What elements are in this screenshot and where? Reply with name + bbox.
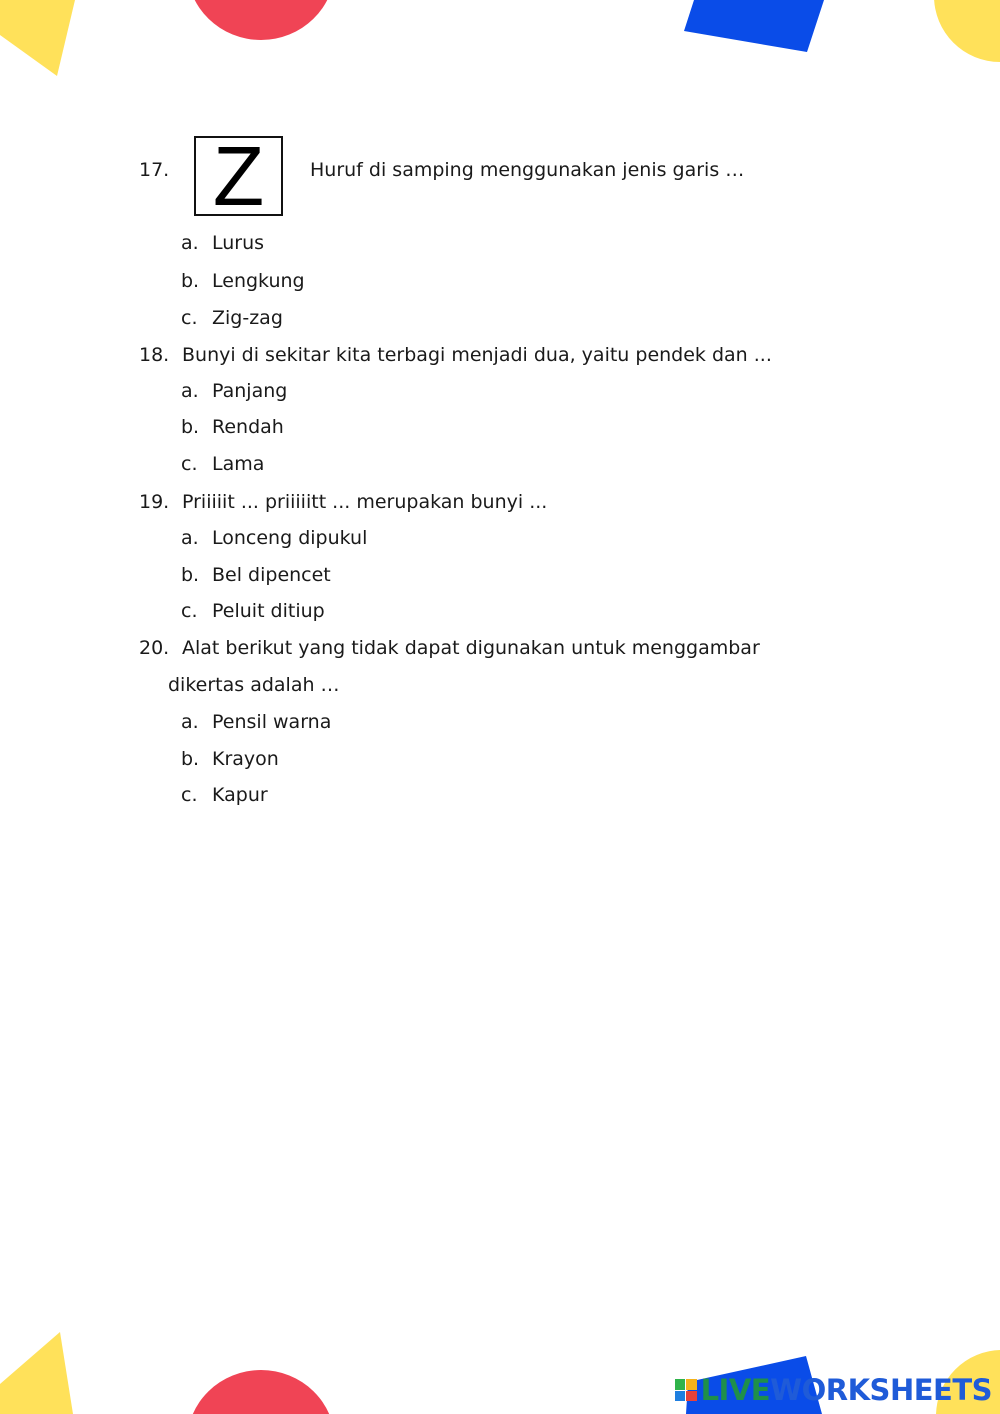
option-text: Krayon — [212, 748, 279, 770]
option-text: Kapur — [212, 784, 268, 806]
logo-text-live: LIVE — [700, 1373, 771, 1407]
option-letter: a. — [181, 232, 199, 254]
red-half-circle-bottom — [186, 1368, 336, 1414]
blue-quad-top — [680, 0, 825, 56]
option-letter: b. — [181, 270, 200, 292]
option-text: Pensil warna — [212, 711, 332, 733]
letter-z-box: Z — [194, 136, 283, 216]
option-text: Lonceng dipukul — [212, 527, 368, 549]
question-text: Huruf di samping menggunakan jenis garis … — [310, 159, 745, 181]
option-letter: a. — [181, 380, 199, 402]
option-letter: c. — [181, 307, 198, 329]
yellow-triangle-bottom-left — [0, 1332, 80, 1414]
question-number: 18. — [139, 344, 170, 366]
option-text: Lengkung — [212, 270, 305, 292]
option-letter: b. — [181, 416, 200, 438]
option-text: Bel dipencet — [212, 564, 331, 586]
option-text: Lurus — [212, 232, 265, 254]
question-text: Bunyi di sekitar kita terbagi menjadi dua, yaitu pendek dan ... — [182, 344, 772, 366]
red-half-circle-top — [186, 0, 336, 42]
question-number: 20. — [139, 637, 170, 659]
option-letter: c. — [181, 784, 198, 806]
yellow-circle-top-right — [930, 0, 1000, 62]
option-letter: a. — [181, 711, 199, 733]
option-letter: a. — [181, 527, 199, 549]
question-number: 19. — [139, 491, 170, 513]
question-text-continued: dikertas adalah … — [168, 674, 340, 696]
question-number: 17. — [139, 159, 170, 181]
question-text: Alat berikut yang tidak dapat digunakan untuk menggambar — [182, 637, 760, 659]
option-text: Peluit ditiup — [212, 600, 325, 622]
liveworksheets-logo — [675, 1370, 992, 1410]
option-text: Zig-zag — [212, 307, 283, 329]
logo-badge-icon — [675, 1379, 697, 1401]
option-letter: b. — [181, 748, 200, 770]
option-text: Rendah — [212, 416, 284, 438]
yellow-triangle-top-left — [0, 0, 80, 80]
question-text: Priiiiit ... priiiiitt ... merupakan bunyi ... — [182, 491, 548, 513]
logo-text-worksheets: WORKSHEETS — [770, 1373, 992, 1407]
option-text: Panjang — [212, 380, 288, 402]
option-letter: c. — [181, 453, 198, 475]
option-text: Lama — [212, 453, 265, 475]
option-letter: c. — [181, 600, 198, 622]
option-letter: b. — [181, 564, 200, 586]
